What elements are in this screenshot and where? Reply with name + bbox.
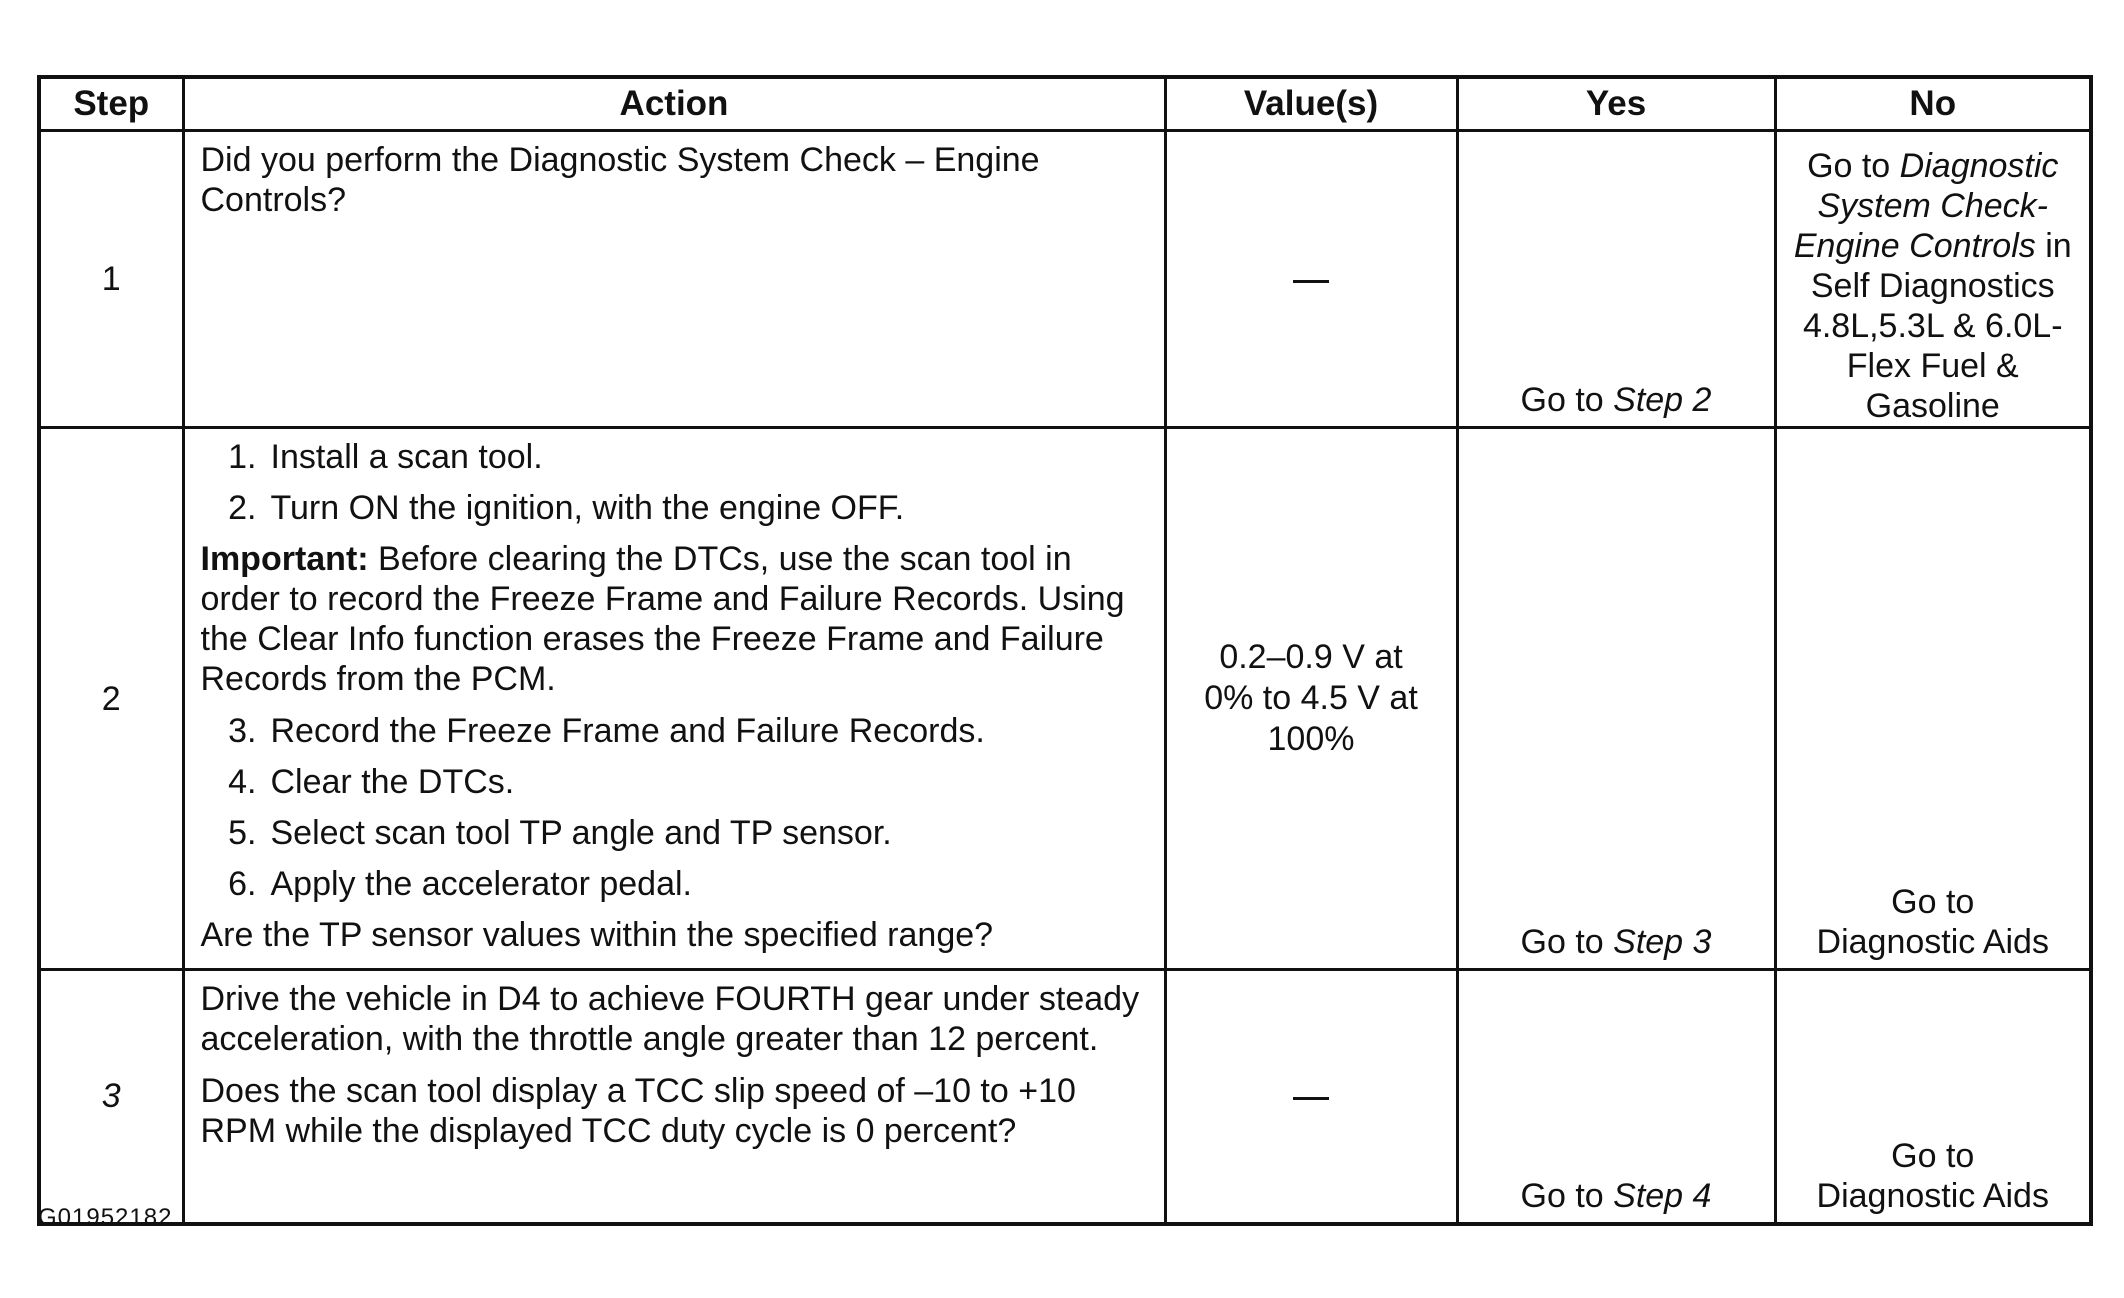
list-item-number: 1. (228, 438, 257, 476)
no-suffix: in Self Diagnostics 4.8L,5.3L & 6.0L-Flex Fuel & Gasoline (1802, 227, 2072, 425)
value-cell (1165, 428, 1457, 970)
list-item-text: Clear the DTCs. (270, 763, 515, 801)
list-item (201, 864, 1150, 904)
action-steps-list (201, 711, 1150, 904)
no-cell (1775, 970, 2091, 1224)
list-item (201, 762, 1150, 802)
header-row (39, 77, 2091, 131)
no-prefix: Go to (1891, 1136, 1975, 1175)
list-item-number: 3. (228, 712, 257, 750)
table-row-step-1 (39, 131, 2091, 428)
list-item-text: Record the Freeze Frame and Failure Records. (270, 712, 985, 750)
list-item (201, 813, 1150, 853)
action-text: Did you perform the Diagnostic System Check – Engine Controls? (200, 141, 1040, 219)
yes-cell (1457, 131, 1775, 428)
no-link-diagnostic-aids[interactable]: Diagnostic Aids (1816, 1176, 2049, 1215)
step-number: 1 (39, 131, 183, 428)
header-action: Action (183, 77, 1165, 131)
action-steps-list (201, 437, 1150, 528)
header-no: No (1775, 77, 2091, 131)
table-row-step-3 (39, 970, 2091, 1224)
yes-link-step-3[interactable]: Step 3 (1613, 923, 1712, 961)
yes-link-step-4[interactable]: Step 4 (1613, 1176, 1712, 1215)
important-text: Before clearing the DTCs, use the scan tool in order to record the Freeze Frame and Failure Records. Using the Clear Info function erases the Freeze Frame and Failure Records from the PCM. (200, 540, 1125, 698)
header-step: Step (39, 77, 183, 131)
yes-prefix: Go to (1520, 1176, 1614, 1215)
list-item (201, 711, 1150, 751)
figure-id: G01952182 (38, 1204, 173, 1231)
list-item-text: Select scan tool TP angle and TP sensor. (270, 814, 892, 852)
list-item-number: 6. (228, 865, 257, 903)
action-cell (183, 131, 1165, 428)
list-item-number: 5. (228, 814, 257, 852)
value-dash (1293, 1097, 1329, 1100)
list-item-text: Turn ON the ignition, with the engine OFF. (270, 489, 905, 527)
action-question: Are the TP sensor values within the specified range? (200, 916, 994, 954)
step-number: 3 (39, 970, 183, 1224)
action-question: Does the scan tool display a TCC slip speed of –10 to +10 RPM while the displayed TCC duty cycle is 0 percent? (200, 1072, 1076, 1150)
yes-prefix: Go to (1520, 923, 1614, 961)
action-cell (183, 428, 1165, 970)
list-item-number: 2. (228, 489, 257, 527)
header-yes: Yes (1457, 77, 1775, 131)
list-item-text: Apply the accelerator pedal. (270, 865, 692, 903)
no-prefix: Go to (1807, 147, 1900, 185)
diagnostic-table (37, 75, 2093, 1226)
important-note (201, 539, 1150, 699)
no-link-diagnostic-aids[interactable]: Diagnostic Aids (1816, 923, 2049, 961)
list-item-text: Install a scan tool. (270, 438, 543, 476)
no-cell (1775, 131, 2091, 428)
list-item (201, 437, 1150, 477)
list-item (201, 488, 1150, 528)
value-cell (1165, 970, 1457, 1224)
yes-prefix: Go to (1520, 381, 1614, 419)
value-dash (1293, 280, 1329, 283)
yes-link-step-2[interactable]: Step 2 (1613, 381, 1712, 419)
header-values: Value(s) (1165, 77, 1457, 131)
action-text: Drive the vehicle in D4 to achieve FOURTH gear under steady acceleration, with the throttle angle greater than 12 percent. (200, 980, 1140, 1058)
no-link-system-check[interactable]: Diagnostic System Check-Engine Controls (1793, 147, 2059, 265)
yes-cell (1457, 428, 1775, 970)
value-cell (1165, 131, 1457, 428)
table-row-step-2 (39, 428, 2091, 970)
no-cell (1775, 428, 2091, 970)
yes-cell (1457, 970, 1775, 1224)
no-prefix: Go to (1891, 883, 1975, 921)
list-item-number: 4. (228, 763, 257, 801)
value-range: 0.2–0.9 V at 0% to 4.5 V at 100% (1204, 638, 1418, 758)
important-label: Important: (200, 540, 369, 578)
step-number: 2 (39, 428, 183, 970)
action-cell (183, 970, 1165, 1224)
